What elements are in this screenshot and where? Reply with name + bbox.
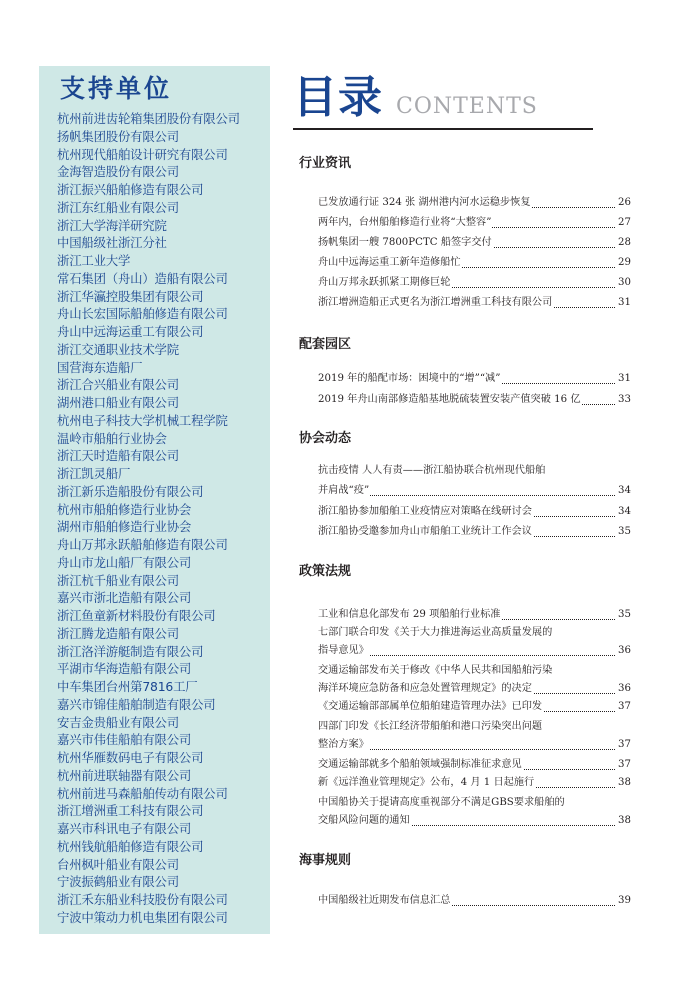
supporter-item: 嘉兴市锦佳船舶制造有限公司	[57, 696, 216, 712]
supporter-item: 杭州电子科技大学机械工程学院	[57, 412, 228, 428]
toc-section	[299, 155, 639, 308]
supporter-item: 嘉兴市浙北造船有限公司	[57, 590, 192, 606]
supporter-item: 中车集团台州第7816工厂	[57, 679, 198, 694]
supporter-item: 安吉金贵船业有限公司	[57, 714, 179, 730]
toc-entry[interactable]	[318, 736, 631, 754]
supporter-item: 浙江工业大学	[57, 253, 131, 268]
supporter-item: 杭州钱航船舶修造有限公司	[57, 838, 204, 854]
entry-page-number: 34	[616, 482, 631, 500]
supporters-title: 支持单位	[60, 74, 173, 103]
toc-entry[interactable]	[318, 892, 631, 910]
entry-page-number: 36	[616, 642, 631, 660]
supporter-item: 杭州华雁数码电子有限公司	[57, 750, 204, 765]
entry-title: 《交通运输部部属单位船舶建造管理办法》已印发	[318, 698, 543, 716]
entry-page-number: 31	[616, 294, 631, 312]
supporter-item: 杭州市船舶修造行业协会	[57, 501, 192, 517]
entry-title: 并肩战“疫”	[318, 482, 370, 500]
entry-page-number: 29	[616, 254, 631, 272]
supporter-item: 浙江凯灵船厂	[57, 466, 131, 481]
entry-title: 海洋环境应急防备和应急处置管理规定》的决定	[318, 680, 533, 698]
entry-title: 抗击疫情 人人有责——浙江船协联合杭州现代船舶	[318, 462, 546, 480]
supporter-item: 舟山万邦永跃船舶修造有限公司	[57, 537, 228, 552]
entry-title: 浙江船协参加船舶工业疫情应对策略在线研讨会	[318, 503, 533, 521]
supporter-item: 浙江增洲重工科技有限公司	[57, 803, 204, 819]
supporter-item: 舟山中远海运重工有限公司	[57, 324, 204, 339]
toc-entry[interactable]	[318, 391, 631, 409]
supporter-item: 金海智造股份有限公司	[57, 164, 179, 180]
entry-page-number: 38	[616, 812, 631, 830]
toc-entry[interactable]	[318, 274, 631, 292]
toc-entry[interactable]	[318, 370, 631, 388]
supporter-item: 平湖市华海造船有限公司	[57, 661, 192, 677]
entry-title: 2019 年的船配市场：困境中的“增”“减”	[318, 370, 501, 388]
entry-page-number: 37	[616, 736, 631, 754]
supporter-item: 浙江华瀛控股集团有限公司	[57, 288, 204, 304]
entry-title: 2019 年舟山南部修造船基地脱硫装置安装产值突破 16 亿	[318, 391, 582, 409]
entry-title: 交通运输部发布关于修改《中华人民共和国船舶污染	[318, 662, 553, 680]
entry-title: 交通运输部就多个船舶领域强制标准征求意见	[318, 756, 523, 774]
toc-entry[interactable]	[318, 774, 631, 792]
supporter-item: 浙江东红船业有限公司	[57, 199, 179, 215]
section-title: 海事规则	[299, 853, 352, 868]
entry-page-number: 37	[616, 756, 631, 774]
toc-entry[interactable]	[318, 254, 631, 272]
toc-entry[interactable]	[318, 214, 631, 232]
toc-entry[interactable]	[318, 194, 631, 212]
supporter-item: 浙江鱼童新材料股份有限公司	[57, 608, 216, 623]
entry-title: 浙江增洲造船正式更名为浙江增洲重工科技有限公司	[318, 294, 553, 312]
supporter-item: 舟山长宏国际船舶修造有限公司	[57, 306, 228, 322]
toc-entry[interactable]	[318, 662, 631, 680]
entry-page-number: 38	[616, 774, 631, 792]
toc-entry[interactable]	[318, 680, 631, 698]
entry-page-number: 27	[616, 214, 631, 232]
supporter-item: 浙江合兴船业有限公司	[57, 377, 179, 393]
entry-page-number: 39	[616, 892, 631, 910]
entry-page-number: 26	[616, 194, 631, 212]
entry-page-number: 30	[616, 274, 631, 292]
entry-page-number: 34	[616, 503, 631, 521]
entry-title: 浙江船协受邀参加舟山市船舶工业统计工作会议	[318, 523, 533, 541]
toc-entry[interactable]	[318, 756, 631, 774]
supporter-item: 杭州前进马森船舶传动有限公司	[57, 785, 228, 801]
toc-entry[interactable]	[318, 718, 631, 736]
supporter-item: 杭州前进齿轮箱集团股份有限公司	[57, 111, 240, 126]
supporter-item: 宁波振鹤船业有限公司	[57, 874, 179, 890]
supporter-item: 浙江新乐造船股份有限公司	[57, 483, 204, 499]
supporter-item: 湖州市船舶修造行业协会	[57, 519, 192, 535]
toc-header	[293, 70, 593, 134]
toc-subtitle: CONTENTS	[396, 94, 538, 119]
section-title: 配套园区	[299, 337, 352, 352]
entry-page-number: 35	[616, 523, 631, 541]
toc-entry[interactable]	[318, 812, 631, 830]
entry-title: 指导意见》	[318, 642, 370, 660]
toc-entry[interactable]	[318, 503, 631, 521]
entry-title: 舟山中远海运重工新年造修船忙	[318, 254, 462, 272]
entry-page-number: 36	[616, 680, 631, 698]
entry-page-number: 33	[616, 391, 631, 409]
entry-title: 七部门联合印发《关于大力推进海运业高质量发展的	[318, 624, 553, 642]
section-title: 行业资讯	[299, 156, 352, 171]
toc-entry[interactable]	[318, 698, 631, 716]
supporter-item: 中国船级社浙江分社	[57, 235, 167, 251]
section-title: 协会动态	[299, 431, 352, 446]
entry-page-number: 37	[616, 698, 631, 716]
entry-title: 整治方案》	[318, 736, 370, 754]
toc-section	[299, 336, 639, 405]
entry-title: 两年内，台州船舶修造行业将“大整容”	[318, 214, 492, 232]
entry-title: 扬帆集团一艘 7800PCTC 船签字交付	[318, 234, 493, 252]
entry-page-number: 31	[616, 370, 631, 388]
toc-entry[interactable]	[318, 642, 631, 660]
entry-title: 四部门印发《长江经济带船舶和港口污染突出问题	[318, 718, 543, 736]
supporter-item: 浙江大学海洋研究院	[57, 217, 167, 233]
supporter-item: 常石集团（舟山）造船有限公司	[57, 270, 228, 286]
toc-section	[299, 852, 639, 906]
toc-entry[interactable]	[318, 482, 631, 500]
supporter-item: 湖州港口船业有限公司	[57, 395, 179, 410]
supporter-item: 国营海东造船厂	[57, 359, 143, 375]
entry-title: 舟山万邦永跃抓紧工期修巨轮	[318, 274, 451, 292]
supporter-item: 浙江天时造船有限公司	[57, 448, 179, 464]
supporter-item: 嘉兴市伟佳船舶有限公司	[57, 732, 192, 748]
entry-title: 交船风险问题的通知	[318, 812, 411, 830]
entry-title: 工业和信息化部发布 29 项船舶行业标准	[318, 606, 501, 624]
entry-title: 新《远洋渔业管理规定》公布，4 月 1 日起施行	[318, 774, 535, 792]
toc-entry[interactable]	[318, 624, 631, 642]
entry-page-number: 35	[616, 606, 631, 624]
toc-title: 目录	[293, 72, 383, 123]
supporters-list	[57, 110, 270, 927]
supporter-item: 宁波中策动力机电集团有限公司	[57, 909, 228, 925]
toc-entry[interactable]	[318, 794, 631, 812]
entry-title: 已发放通行证 324 张 湖州港内河水运稳步恢复	[318, 194, 532, 212]
toc-entry[interactable]	[318, 294, 631, 312]
supporter-item: 浙江交通职业技术学院	[57, 341, 179, 357]
supporter-item: 杭州现代船舶设计研究有限公司	[57, 146, 228, 162]
toc-entry[interactable]	[318, 606, 631, 624]
toc-entry[interactable]	[318, 523, 631, 541]
entry-title: 中国船协关于提请高度重视部分不满足GBS要求船舶的	[318, 794, 566, 812]
supporter-item: 浙江禾东船业科技股份有限公司	[57, 892, 228, 907]
supporter-item: 台州枫叶船业有限公司	[57, 856, 179, 872]
supporter-item: 嘉兴市科讯电子有限公司	[57, 821, 192, 836]
supporter-item: 温岭市船舶行业协会	[57, 430, 167, 446]
supporter-item: 杭州前进联轴器有限公司	[57, 767, 192, 783]
supporter-item: 扬帆集团股份有限公司	[57, 128, 179, 144]
supporter-item: 浙江洛洋游艇制造有限公司	[57, 643, 204, 659]
supporter-item: 浙江腾龙造船有限公司	[57, 625, 179, 641]
supporter-item: 浙江振兴船舶修造有限公司	[57, 182, 204, 197]
toc-section	[299, 430, 639, 537]
supporters-panel	[39, 66, 270, 934]
section-title: 政策法规	[299, 564, 352, 579]
entry-page-number: 28	[616, 234, 631, 252]
toc-section	[299, 563, 639, 826]
entry-title: 中国船级社近期发布信息汇总	[318, 892, 451, 910]
toc-entry[interactable]	[318, 462, 631, 480]
supporter-item: 浙江杭千船业有限公司	[57, 572, 179, 588]
toc-divider	[293, 128, 593, 130]
supporter-item: 舟山市龙山船厂有限公司	[57, 554, 192, 570]
toc-entry[interactable]	[318, 234, 631, 252]
